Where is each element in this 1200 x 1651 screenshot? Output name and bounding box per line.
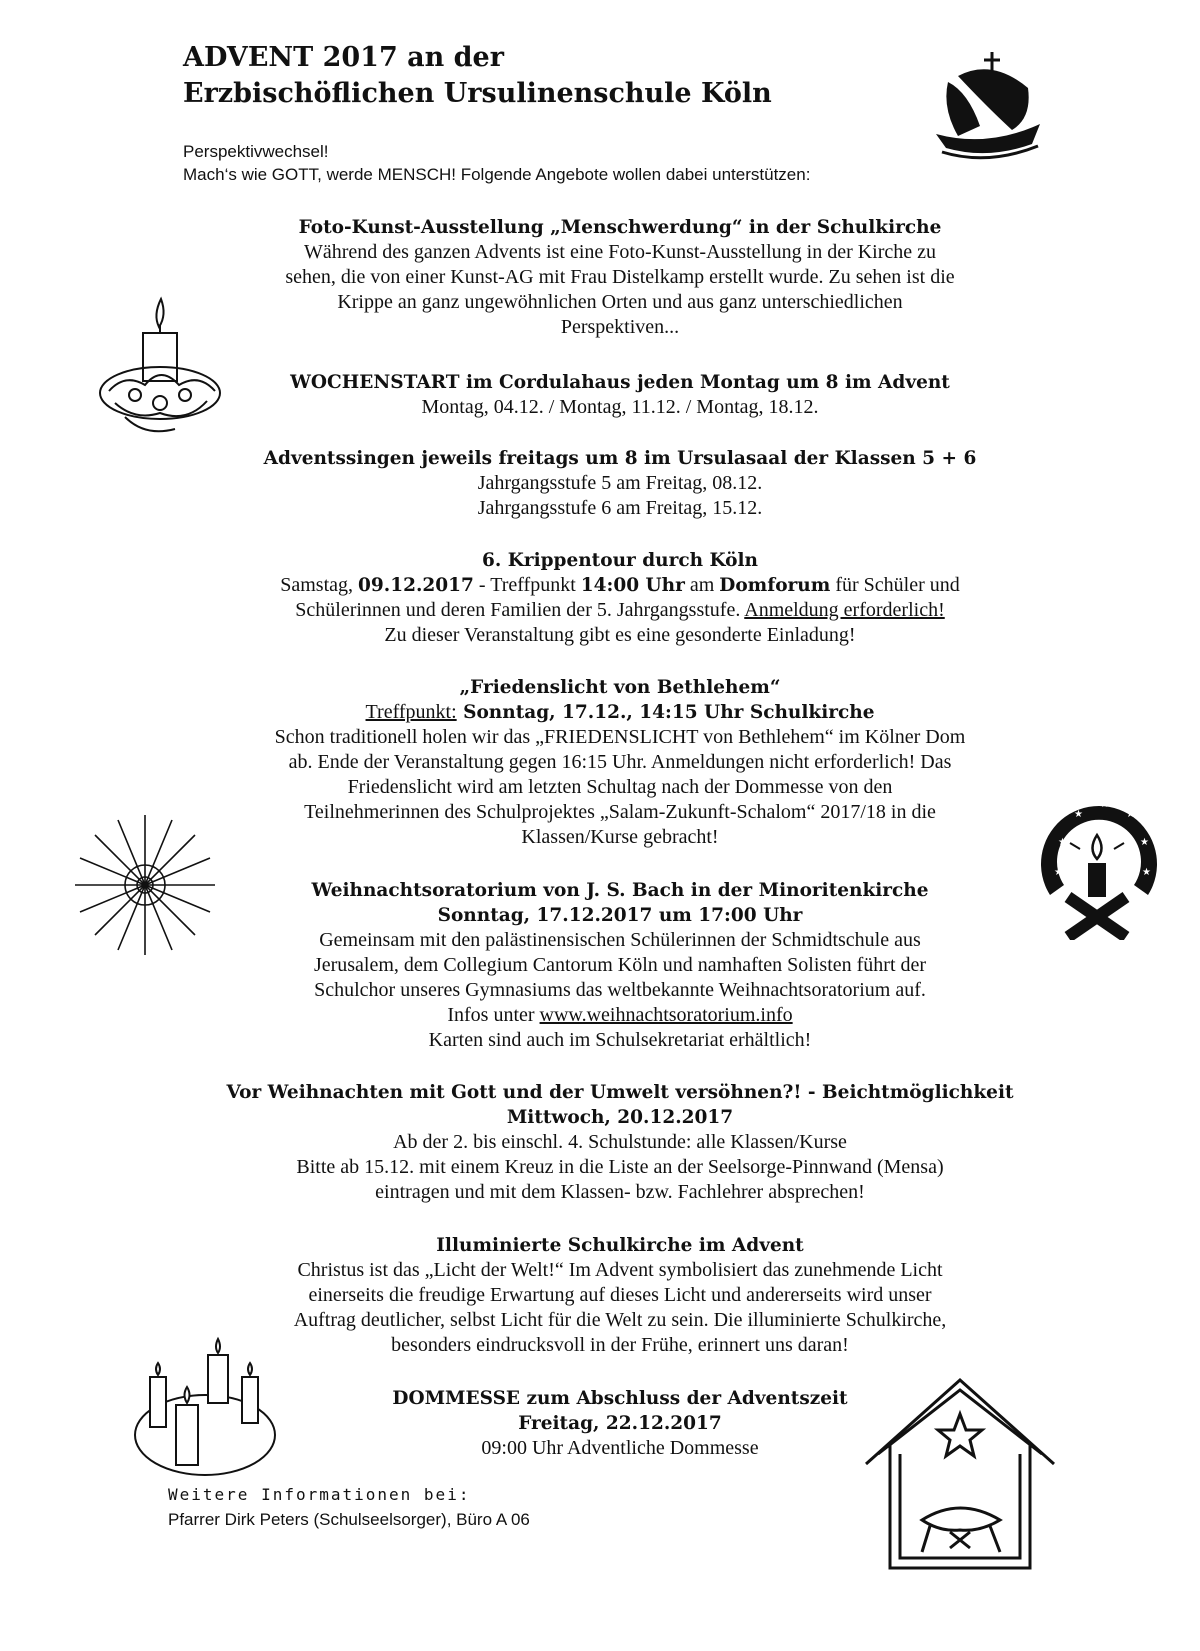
contact-name: Pfarrer Dirk Peters (Schulseelsorger), Büro A 06 [168,1510,530,1529]
section-foto-kunst [170,215,1070,340]
text-line [170,598,1070,623]
title-line-1: ADVENT 2017 an der [183,42,504,73]
section-illuminierte-schulkirche [170,1233,1070,1358]
meeting-label: Treffpunkt: [365,701,457,723]
text-line: 09:00 Uhr Adventliche Dommesse [481,1437,759,1459]
text-line: Christus ist das „Licht der Welt!“ Im Advent symbolisiert das zunehmende Licht [297,1259,943,1281]
text-line: Jahrgangsstufe 5 am Freitag, 08.12. [477,472,763,494]
text-line: Auftrag deutlicher, selbst Licht für die Welt zu sein. Die illuminierte Schulkirche, [293,1309,947,1331]
section-date: Sonntag, 17.12.2017 um 17:00 Uhr [437,905,803,926]
text: Samstag, [280,574,359,596]
text-line: Gemeinsam mit den palästinensischen Schülerinnen der Schmidtschule aus [319,929,921,951]
text-line: Friedenslicht wird am letzten Schultag nach der Dommesse von den [347,776,893,798]
website-link[interactable]: www.weihnachtsoratorium.info [539,1004,793,1026]
section-heading: „Friedenslicht von Bethlehem“ [459,677,781,698]
text-line: Montag, 04.12. / Montag, 11.12. / Montag, 18.12. [421,396,819,418]
registration-note: Anmeldung erforderlich! [744,599,945,621]
date: 09.12.2017 [358,575,474,596]
nativity-stable-icon [860,1372,1060,1574]
intro [183,140,810,186]
section-heading: Illuminierte Schulkirche im Advent [436,1235,804,1256]
ship-logo-icon [928,48,1050,160]
section-heading: DOMMESSE zum Abschluss der Adventszeit [392,1388,848,1409]
footer-label: Weitere Informationen bei: [168,1485,471,1504]
section-wochenstart [170,370,1070,420]
text-line [170,573,1070,598]
section-weihnachtsoratorium [170,878,1070,1053]
section-krippentour [170,548,1070,648]
svg-text:★: ★ [1100,799,1109,810]
text-line: sehen, die von einer Kunst-AG mit Frau Distelkamp erstellt wurde. Zu sehen ist die [285,266,955,288]
svg-text:★: ★ [1140,837,1149,848]
text-line: Karten sind auch im Schulsekretariat erhältlich! [428,1029,812,1051]
section-heading: Adventssingen jeweils freitags um 8 im Ursulasaal der Klassen 5 + 6 [263,448,977,469]
section-heading: Vor Weihnachten mit Gott und der Umwelt versöhnen?! - Beichtmöglichkeit [226,1082,1014,1103]
text-line: Während des ganzen Advents ist eine Foto-Kunst-Ausstellung in der Kirche zu [303,241,937,263]
svg-text:★: ★ [1126,809,1135,820]
section-friedenslicht [170,675,1070,850]
section-heading: WOCHENSTART im Cordulahaus jeden Montag um 8 im Advent [290,372,950,393]
svg-text:★: ★ [1142,867,1151,878]
section-beichtmoeglichkeit [170,1080,1070,1205]
text-line: Zu dieser Veranstaltung gibt es eine gesonderte Einladung! [384,624,856,646]
section-heading: Foto-Kunst-Ausstellung „Menschwerdung“ in der Schulkirche [298,217,942,238]
location: Domforum [719,575,831,596]
svg-text:★: ★ [1058,837,1067,848]
text-line: Krippe an ganz ungewöhnlichen Orten und aus ganz unterschiedlichen [337,291,903,313]
section-date: Freitag, 22.12.2017 [518,1413,722,1434]
text-line: Jerusalem, dem Collegium Cantorum Köln und namhaften Solisten führt der [313,954,927,976]
time: 14:00 Uhr [580,575,685,596]
text-line: Schon traditionell holen wir das „FRIEDENSLICHT von Bethlehem“ im Kölner Dom [274,726,966,748]
text-line: eintragen und mit dem Klassen- bzw. Fachlehrer absprechen! [375,1181,865,1203]
text-line: einerseits die freudige Erwartung auf dieses Licht und andererseits wird unser [308,1284,932,1306]
text-line: Teilnehmerinnen des Schulprojektes „Salam-Zukunft-Schalom“ 2017/18 in die [304,801,936,823]
svg-text:★: ★ [1074,809,1083,820]
text-line: Klassen/Kurse gebracht! [521,826,719,848]
text: Infos unter [447,1004,540,1026]
section-heading: 6. Krippentour durch Köln [481,550,758,571]
text-line: Perspektiven... [560,316,680,338]
title-line-2: Erzbischöflichen Ursulinenschule Köln [183,78,772,109]
text-line: Jahrgangsstufe 6 am Freitag, 15.12. [477,497,763,519]
page-title [183,40,772,112]
text-line: Ab der 2. bis einschl. 4. Schulstunde: alle Klassen/Kurse [393,1131,847,1153]
text-line: Schulchor unseres Gymnasiums das weltbekannte Weihnachtsoratorium auf. [314,979,926,1001]
section-adventssingen [170,446,1070,521]
text: für Schüler und [830,574,960,596]
meeting-time: Sonntag, 17.12., 14:15 Uhr Schulkirche [456,702,875,723]
text: am [684,574,720,596]
text-line: besonders eindrucksvoll in der Frühe, erinnert uns daran! [391,1334,849,1356]
text: Schülerinnen und deren Familien der 5. Jahrgangsstufe. [295,599,745,621]
section-heading: Weihnachtsoratorium von J. S. Bach in der Minoritenkirche [311,880,929,901]
svg-text:★: ★ [1054,867,1063,878]
text-line [170,1003,1070,1028]
text-line: ab. Ende der Veranstaltung gegen 16:15 Uhr. Anmeldungen nicht erforderlich! Das [288,751,952,773]
text-line: Bitte ab 15.12. mit einem Kreuz in die Liste an der Seelsorge-Pinnwand (Mensa) [296,1156,944,1178]
section-date: Mittwoch, 20.12.2017 [506,1107,734,1128]
intro-line-2: Mach‘s wie GOTT, werde MENSCH! Folgende Angebote wollen dabei unterstützen: [183,165,811,184]
text: - Treffpunkt [473,574,581,596]
meeting-line [170,700,1070,725]
intro-line-1: Perspektivwechsel! [183,142,329,161]
